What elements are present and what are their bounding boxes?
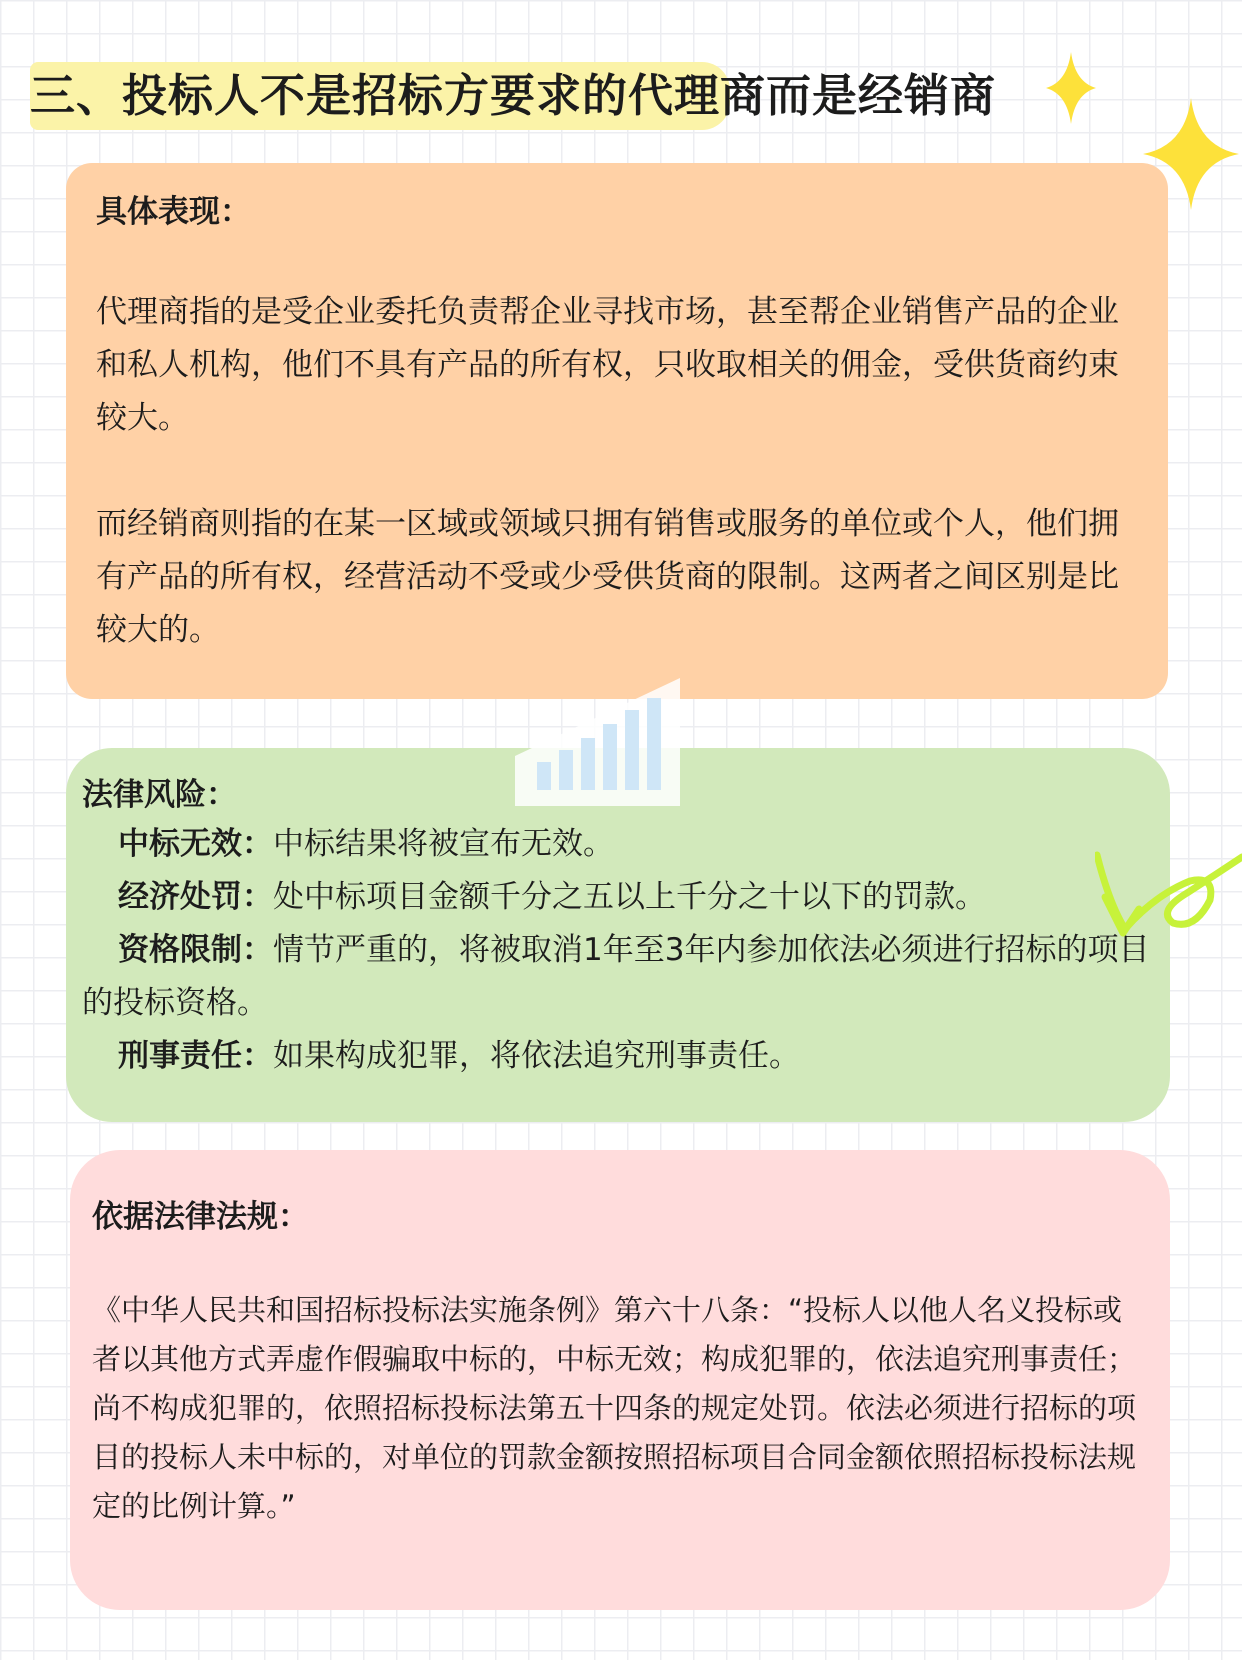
risk-label: 中标无效： <box>118 826 273 862</box>
hand-drawn-arrow-icon <box>1095 845 1242 955</box>
law-basis-heading: 依据法律法规： <box>92 1199 309 1235</box>
bar-chart-watermark-icon <box>515 678 695 806</box>
law-basis-text: 《中华人民共和国招标投标法实施条例》第六十八条：“投标人以他人名义投标或者以其他方式弄虚作假骗取中标的，中标无效；构成犯罪的，依法追究刑事责任；尚不构成犯罪的，依照招标投标法第五十四条的规定处罚。依法必须进行招标的项目的投标人未中标的，对单位的罚款金额按照招标项目合同金额依照招标投标法规定的比例计算。” <box>92 1293 1137 1523</box>
performance-paragraph: 而经销商则指的在某一区域或领域只拥有销售或服务的单位或个人，他们拥有产品的所有权，经营活动不受或少受供货商的限制。这两者之间区别是比较大的。 <box>96 506 1119 648</box>
law-basis-card <box>70 1150 1170 1610</box>
performance-heading: 具体表现： <box>96 194 251 230</box>
risk-label: 经济处罚： <box>118 879 273 915</box>
risk-item-qualification-limit <box>82 924 1154 1030</box>
risk-text: 情节严重的，将被取消1年至3年内参加依法必须进行招标的项目的投标资格。 <box>82 932 1150 1021</box>
performance-card <box>66 163 1168 699</box>
risk-item-invalid-bid <box>82 818 1154 871</box>
sparkle-star-icon <box>1046 52 1096 124</box>
page-title: 三、投标人不是招标方要求的代理商而是经销商 <box>30 69 997 122</box>
risk-text: 中标结果将被宣布无效。 <box>273 826 614 862</box>
risk-text: 处中标项目金额千分之五以上千分之十以下的罚款。 <box>273 879 986 915</box>
risk-label: 资格限制： <box>118 932 273 968</box>
risk-label: 刑事责任： <box>118 1038 273 1074</box>
risk-text: 如果构成犯罪，将依法追究刑事责任。 <box>273 1038 800 1074</box>
risk-item-economic-penalty <box>82 871 1154 924</box>
legal-risk-heading: 法律风险： <box>82 777 237 813</box>
performance-paragraph: 代理商指的是受企业委托负责帮企业寻找市场，甚至帮企业销售产品的企业和私人机构，他们不具有产品的所有权，只收取相关的佣金，受供货商约束较大。 <box>96 294 1119 436</box>
risk-item-criminal-liability <box>82 1030 1154 1083</box>
